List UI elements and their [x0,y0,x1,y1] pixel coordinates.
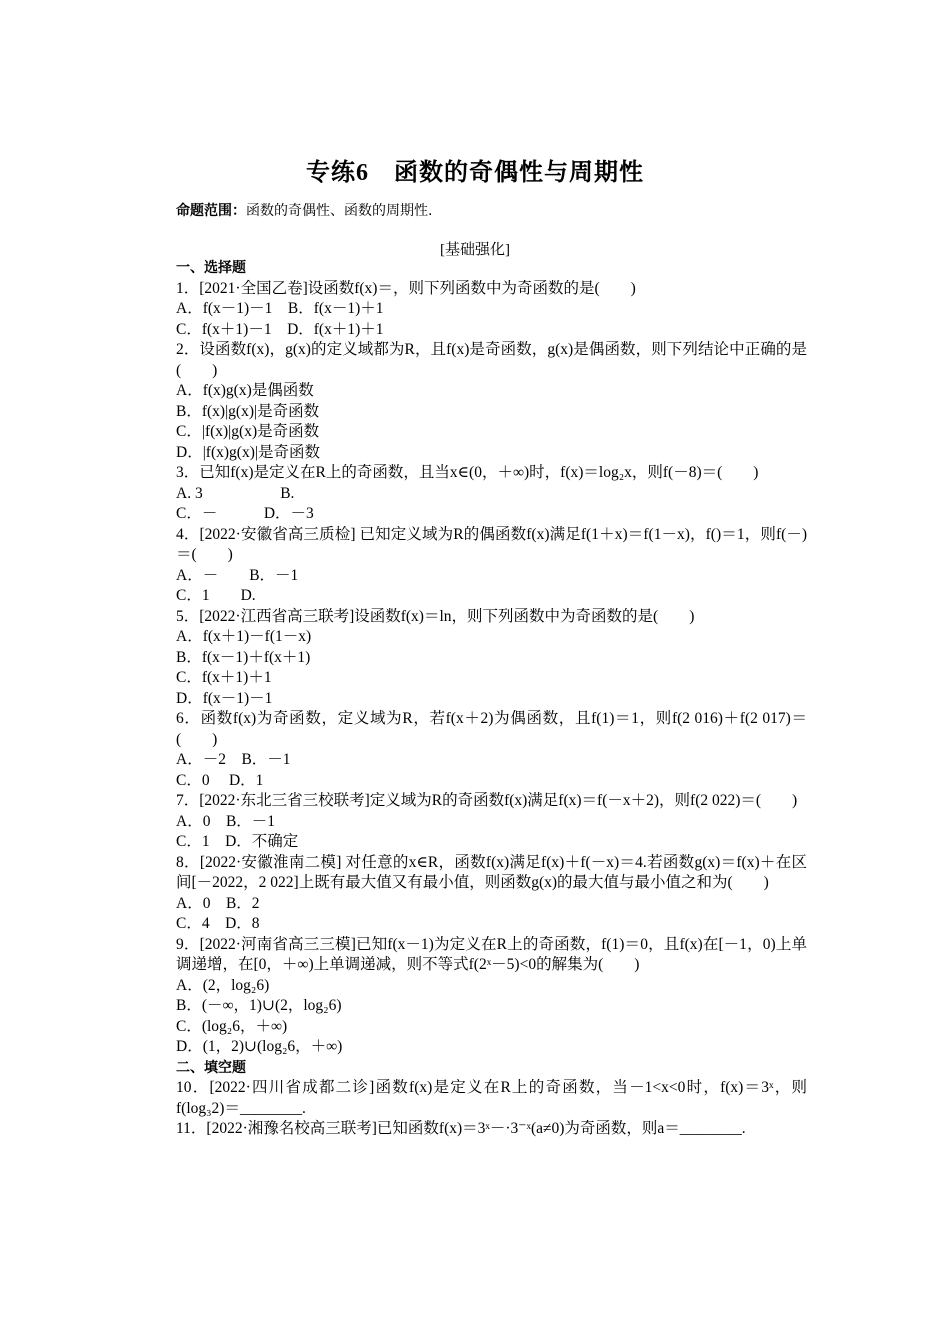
option-line: B．f(x－1)＋f(x＋1) [176,648,311,666]
question-10: 10．[2022·四川省成都二诊]函数f(x)是定义在R上的奇函数，当－1<x<0时，f(x)＝3ˣ，则f(log₃2)＝________. [176,1079,807,1117]
option-line: A．f(x＋1)－f(1－x) [176,628,312,645]
option-line: C．1 D. [176,587,256,604]
option-line: C．0 D．1 [176,771,264,789]
option-line: A．－ B．－1 [176,566,299,584]
option-line: A．－2 B．－1 [176,751,291,768]
option-line: C．f(x＋1)－1 D．f(x＋1)＋1 [176,320,384,338]
option-line: C．1 D．不确定 [176,833,299,850]
scope-text: 函数的奇偶性、函数的周期性. [246,203,433,219]
question-3: 3．已知f(x)是定义在R上的奇函数，且当x∈(0，＋∞)时，f(x)＝log₂x，则f(－8)＝( ) [176,464,759,481]
option-line: B．(－∞，1)∪(2，log₂6) [176,997,342,1014]
page-title: 专练6 函数的奇偶性与周期性 [306,160,644,186]
option-line: D．f(x－1)－1 [176,689,273,707]
question-9: 9．[2022·河南省高三三模]已知f(x－1)为定义在R上的奇函数，f(1)＝0，且f(x)在[－1，0)上单调递增，在[0，＋∞)上单调递减，则不等式f(2ˣ－5)<0的解集为( ) [176,935,807,973]
question-11: 11．[2022·湘豫名校高三联考]已知函数f(x)＝3ˣ－·3⁻ˣ(a≠0)为奇函数，则a＝________. [176,1120,746,1137]
question-6: 6．函数f(x)为奇函数，定义域为R，若f(x＋2)为偶函数，且f(1)＝1，则f(2 016)＋f(2 017)＝( ) [176,710,807,748]
question-4: 4．[2022·安徽省高三质检] 已知定义域为R的偶函数f(x)满足f(1＋x)＝f(1－x)，f()＝1，则f(－)＝( ) [176,525,807,563]
question-list [145,258,807,1140]
option-line: D．|f(x)g(x)|是奇函数 [176,443,320,461]
section-subtitle: [基础强化] [440,242,510,258]
option-line: A．f(x)g(x)是偶函数 [176,382,314,399]
scope-label: 命题范围： [176,203,246,219]
option-line: C．－ D．－3 [176,505,314,522]
option-line: A．0 B．2 [176,894,260,912]
scope-line [176,200,432,220]
option-line: A．0 B．－1 [176,812,276,830]
question-5: 5．[2022·江西省高三联考]设函数f(x)＝ln，则下列函数中为奇函数的是( ) [176,607,695,625]
question-1: 1．[2021·全国乙卷]设函数f(x)＝，则下列函数中为奇函数的是( ) [176,279,636,297]
question-2: 2．设函数f(x)，g(x)的定义域都为R，且f(x)是奇函数，g(x)是偶函数，则下列结论中正确的是( ) [176,341,807,379]
option-line: C．4 D．8 [176,915,260,932]
section-heading-choice: 一、选择题 [176,260,246,276]
question-8: 8．[2022·安徽淮南二模] 对任意的x∈R，函数f(x)满足f(x)＋f(－x)＝4.若函数g(x)＝f(x)＋在区间[－2022，2 022]上既有最大值又有最小值，则函数g(x)的最大值与最小值之和为( ) [176,853,807,891]
option-line: C．f(x＋1)＋1 [176,669,272,686]
option-line: A. 3 B. [176,484,295,502]
option-line: B．f(x)|g(x)|是奇函数 [176,402,320,420]
option-line: C．|f(x)|g(x)是奇函数 [176,423,320,440]
section-heading-fill: 二、填空题 [176,1059,246,1076]
option-line: A．f(x－1)－1 B．f(x－1)＋1 [176,300,384,317]
question-7: 7．[2022·东北三省三校联考]定义域为R的奇函数f(x)满足f(x)＝f(－x＋2)，则f(2 022)＝( ) [176,792,798,809]
option-line: A．(2，log₂6) [176,976,270,994]
option-line: D．(1，2)∪(log₂6，＋∞) [176,1038,343,1055]
option-line: C．(log₂6，＋∞) [176,1017,288,1035]
